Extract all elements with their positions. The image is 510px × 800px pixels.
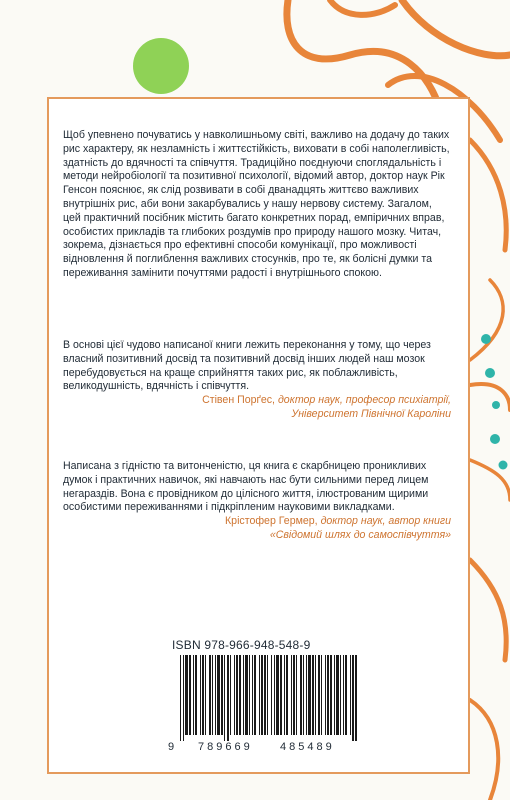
back-cover-panel (47, 97, 470, 774)
barcode-bar (330, 655, 332, 735)
barcode-bar (252, 655, 253, 735)
barcode-bar (318, 655, 320, 735)
barcode-bar (325, 655, 326, 735)
endorsement-1-attribution (63, 394, 451, 422)
barcode-bar (340, 655, 341, 735)
barcode-bar (243, 655, 244, 735)
barcode-bar (217, 655, 220, 735)
barcode-bar (239, 655, 241, 735)
endorsement-2 (63, 460, 451, 543)
barcode-bar (291, 655, 292, 735)
barcode-bar (327, 655, 329, 735)
barcode-bar (306, 655, 307, 735)
isbn-label: ISBN 978-966-948-548-9 (172, 638, 311, 652)
barcode-bar (180, 655, 181, 741)
barcode-digits-left: 789669 (198, 741, 253, 753)
endorsement-2-book: «Свідомий шлях до самоспівчуття» (269, 528, 451, 541)
barcode-bar (209, 655, 211, 735)
barcode-bar (343, 655, 344, 735)
barcode-bar (205, 655, 206, 735)
barcode-bar (276, 655, 279, 735)
endorsement-1-text: В основі цієї чудово написаної книги лежить переконання у тому, що через власний позитивний досвід та позитивний досвід інших людей наш мозок перебудовується на краще сприйняття таких рис, як поблажливість, великодушність, вдячність і співчуття. (63, 339, 431, 393)
barcode-bar (202, 655, 204, 735)
endorsement-1-role: доктор наук, професор психіатрії, (277, 394, 451, 407)
barcode-bar (284, 655, 285, 735)
barcode-bar (271, 655, 272, 735)
barcode-bar (234, 655, 235, 735)
barcode-digits (168, 741, 363, 755)
barcode-bar (185, 655, 188, 735)
barcode-bar (183, 655, 184, 741)
endorsement-2-attribution (63, 515, 451, 543)
barcode-bar (355, 655, 357, 741)
barcode-bar (200, 655, 201, 735)
barcode-bar (224, 655, 225, 741)
endorsement-1-author: Стівен Порґес, (202, 394, 275, 407)
endorsement-2-role: доктор наук, автор книги (320, 515, 451, 528)
barcode-bar (254, 655, 256, 735)
description-paragraph: Щоб упевнено почуватись у навколишньому світі, важливо на додачу до таких рис характеру, як незламність і життєстійкість, виховати в собі наполегливість, здатність до вдячності та співчуття. Традиційно поєднуючи споглядальність і методи нейробіології та позитивної психології, відомий автор, доктор наук Рік Генсон пояснює, як слід розвивати в собі дванадцять життєво важливих внутрішніх рис, аби вони закарбувались у нашу нервову систему. Загалом, цей практичний посібник містить багато конкретних порад, емпіричних вправ, особистих прикладів та глибоких роздумів про природу нашого мозку. Читач, зокрема, дізнається про ефективні способи комунікації, про можливості відновлення й поглиблення важливих стосунків, про те, як болісні думки та переживання замінити почуттями радості і внутрішнього спокою. (63, 129, 450, 279)
barcode-bar (303, 655, 304, 735)
barcode-bar (193, 655, 194, 735)
barcode-bar (274, 655, 275, 735)
barcode-digit-first: 9 (168, 741, 175, 753)
barcode-bar (264, 655, 266, 735)
barcode-bar (321, 655, 322, 735)
barcode-bar (296, 655, 297, 735)
barcode-bar (261, 655, 263, 735)
barcode-bar (189, 655, 191, 735)
barcode-bar (312, 655, 314, 735)
barcode-bar (300, 655, 302, 735)
barcode-bar (350, 655, 351, 735)
barcode-bar (230, 655, 231, 735)
endorsement-2-author: Крістофер Гермер, (225, 515, 318, 528)
barcode-bar (227, 655, 229, 741)
barcode-bar (352, 655, 354, 741)
barcode-bar (334, 655, 335, 735)
barcode-bar (267, 655, 268, 735)
barcode-bar (336, 655, 339, 735)
barcode-bar (308, 655, 311, 735)
endorsement-1-org: Університет Північної Кароліни (291, 407, 451, 420)
barcode-bar (315, 655, 316, 735)
barcode-bar (245, 655, 248, 735)
barcode-bar (280, 655, 282, 735)
barcode-digits-right: 485489 (280, 741, 335, 753)
barcode-bar (286, 655, 288, 735)
barcode-block (168, 638, 363, 755)
barcode-bar (215, 655, 216, 735)
barcode-bar (195, 655, 197, 735)
barcode-bar (293, 655, 295, 735)
barcode-bar (345, 655, 347, 735)
barcode-bar (212, 655, 213, 735)
barcode-bar (236, 655, 238, 735)
barcode-bar (221, 655, 223, 735)
endorsement-2-text: Написана з гідністю та витонченістю, ця книга є скарбницею проникливих думок і практичних навичок, які навчають нас бути сильними перед лицем негараздів. Вона є провідником до цілісного життя, ілюстрованим щирими особистими переживаннями і підкріпленим науковими викладками. (63, 460, 429, 514)
barcode-bar (249, 655, 250, 735)
barcode (168, 655, 363, 741)
endorsement-1 (63, 339, 451, 422)
barcode-bar (259, 655, 260, 735)
